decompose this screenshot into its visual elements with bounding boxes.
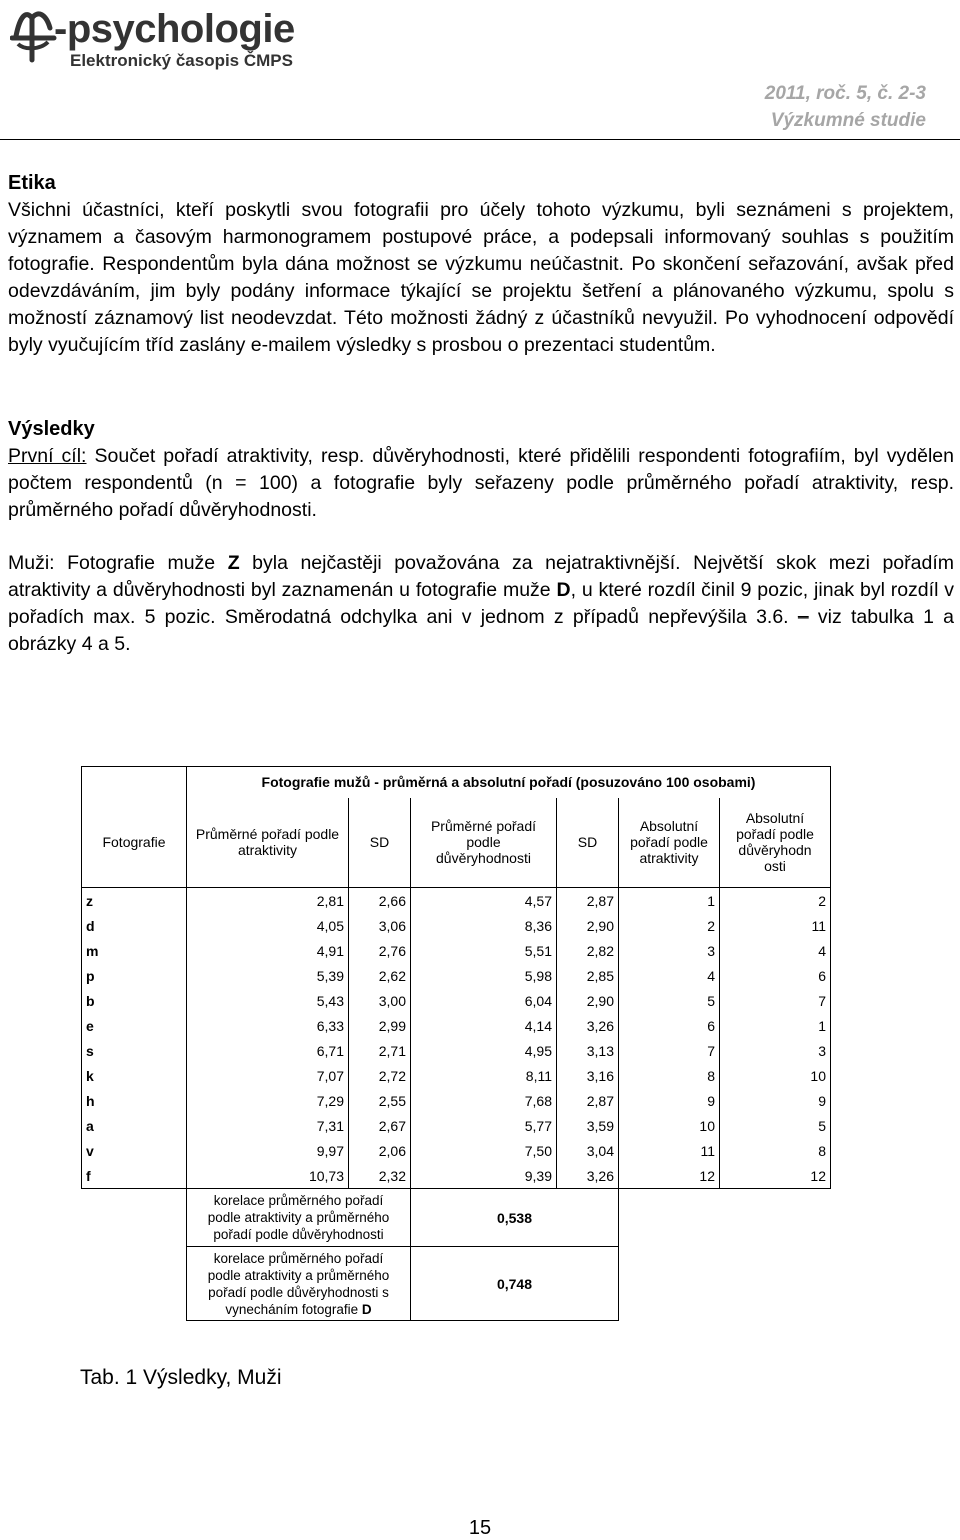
table-row <box>82 938 831 963</box>
results-section <box>8 416 954 524</box>
cell-sd2: 3,04 <box>557 1138 619 1163</box>
cell-trust: 5,51 <box>411 938 557 963</box>
ethics-section <box>8 170 954 359</box>
cell-abs_attr: 11 <box>619 1138 720 1163</box>
issue-number: 2011, roč. 5, č. 2-3 <box>764 83 926 104</box>
cell-photo: z <box>82 888 187 914</box>
cell-trust: 7,50 <box>411 1138 557 1163</box>
cell-sd1: 2,71 <box>349 1038 411 1063</box>
cell-photo: d <box>82 913 187 938</box>
correlation-2-value: 0,748 <box>411 1247 619 1321</box>
cell-trust: 8,36 <box>411 913 557 938</box>
header-avg-trust: Průměrné pořadí podle důvěryhodnosti <box>411 798 557 888</box>
ethics-paragraph: Všichni účastníci, kteří poskytli svou fotografii pro účely tohoto výzkumu, byli seznámeni s projektem, významem a časovým harmonogramem postupové práce, a podepsali informovaný souhlas s použitím fotografie. Respondentům byla dána možnost se výzkumu neúčastnit. Po skončení seřazování, avšak před odevzdáváním, jim byly podány informace týkající se projektu šetření a plánovaného výzkumu, spolu s možností záznamový list neodevzdat. Této možnosti žádný z účastníků nevyužil. Po vyhodnocení odpovědí byly vyučujícím tříd zaslány e-mailem výsledky s prosbou o prezentaci studentům. <box>8 199 954 356</box>
header-sd1: SD <box>349 798 411 888</box>
cell-abs_trust: 7 <box>720 988 831 1013</box>
cell-photo: b <box>82 988 187 1013</box>
cell-sd2: 2,87 <box>557 888 619 914</box>
cell-trust: 8,11 <box>411 1063 557 1088</box>
cell-abs_trust: 8 <box>720 1138 831 1163</box>
men-text-5: , u které rozdíl činil 9 pozic, jinak byl rozdíl v pořadích max. 5 pozic. Směrodatná odchylka ani v jednom z případů nepřevýšila 3.6. <box>8 579 954 628</box>
cell-abs_attr: 2 <box>619 913 720 938</box>
cell-trust: 4,14 <box>411 1013 557 1038</box>
header-sd2: SD <box>557 798 619 888</box>
journal-name: -psychologie <box>54 7 295 51</box>
header-photo: Fotografie <box>82 798 187 888</box>
cell-abs_attr: 8 <box>619 1063 720 1088</box>
men-paragraph <box>8 550 954 658</box>
table-row <box>82 1113 831 1138</box>
cell-sd1: 2,32 <box>349 1163 411 1189</box>
cell-sd1: 3,00 <box>349 988 411 1013</box>
table-row <box>82 1163 831 1189</box>
cell-attr: 7,29 <box>187 1088 349 1113</box>
cell-trust: 4,95 <box>411 1038 557 1063</box>
table-row <box>82 963 831 988</box>
cell-trust: 4,57 <box>411 888 557 914</box>
correlation-2-label: korelace průměrného pořadí podle atraktivity a průměrného pořadí podle důvěryhodnosti s vynecháním fotografie D <box>187 1247 411 1321</box>
cell-sd2: 3,26 <box>557 1013 619 1038</box>
table-row <box>82 988 831 1013</box>
cell-photo: k <box>82 1063 187 1088</box>
cell-sd1: 2,66 <box>349 888 411 914</box>
cell-abs_trust: 10 <box>720 1063 831 1088</box>
cell-abs_attr: 10 <box>619 1113 720 1138</box>
header-avg-attr: Průměrné pořadí podle atraktivity <box>187 798 349 888</box>
table-row <box>82 1138 831 1163</box>
cell-sd1: 2,72 <box>349 1063 411 1088</box>
table-row <box>82 1013 831 1038</box>
results-table <box>81 766 831 1321</box>
cell-abs_attr: 5 <box>619 988 720 1013</box>
cell-attr: 5,43 <box>187 988 349 1013</box>
cell-attr: 5,39 <box>187 963 349 988</box>
cell-abs_trust: 6 <box>720 963 831 988</box>
cell-attr: 6,33 <box>187 1013 349 1038</box>
cell-abs_trust: 11 <box>720 913 831 938</box>
issue-info <box>765 80 926 134</box>
cell-abs_attr: 4 <box>619 963 720 988</box>
correlation-1-value: 0,538 <box>411 1189 619 1247</box>
journal-subtitle: Elektronický časopis ČMPS <box>70 51 293 70</box>
cell-abs_trust: 2 <box>720 888 831 914</box>
cell-sd2: 2,85 <box>557 963 619 988</box>
page-number: 15 <box>468 1517 492 1539</box>
cell-abs_attr: 7 <box>619 1038 720 1063</box>
cell-abs_trust: 9 <box>720 1088 831 1113</box>
cell-photo: v <box>82 1138 187 1163</box>
cell-trust: 5,98 <box>411 963 557 988</box>
cell-photo: p <box>82 963 187 988</box>
cell-sd2: 2,90 <box>557 988 619 1013</box>
cell-abs_attr: 1 <box>619 888 720 914</box>
cell-sd2: 3,26 <box>557 1163 619 1189</box>
psi-icon <box>10 6 58 64</box>
men-text-1: Muži: Fotografie muže <box>8 552 228 574</box>
cell-photo: h <box>82 1088 187 1113</box>
cell-sd1: 2,76 <box>349 938 411 963</box>
journal-logo <box>10 4 330 74</box>
cell-attr: 4,05 <box>187 913 349 938</box>
cell-trust: 7,68 <box>411 1088 557 1113</box>
men-text-3: byla nejčastěji považována za nejatraktivnější. Největší skok mezi pořadím atraktivity a důvěryhodnosti byl zaznamenán u fotografie muže <box>8 552 954 601</box>
cell-photo: s <box>82 1038 187 1063</box>
cell-sd2: 3,13 <box>557 1038 619 1063</box>
men-text-4: D <box>556 579 571 601</box>
cell-trust: 5,77 <box>411 1113 557 1138</box>
cell-sd1: 3,06 <box>349 913 411 938</box>
results-heading: Výsledky <box>8 418 95 440</box>
cell-abs_trust: 5 <box>720 1113 831 1138</box>
correlation-1-label: korelace průměrného pořadí podle atraktivity a průměrného pořadí podle důvěryhodnosti <box>187 1189 411 1247</box>
cell-sd1: 2,06 <box>349 1138 411 1163</box>
cell-photo: a <box>82 1113 187 1138</box>
cell-sd1: 2,62 <box>349 963 411 988</box>
cell-abs_attr: 6 <box>619 1013 720 1038</box>
men-text-2: Z <box>227 552 240 574</box>
table-caption: Tab. 1 Výsledky, Muži <box>80 1366 282 1389</box>
results-paragraph <box>8 443 954 524</box>
cell-attr: 9,97 <box>187 1138 349 1163</box>
cell-abs_attr: 3 <box>619 938 720 963</box>
cell-abs_trust: 3 <box>720 1038 831 1063</box>
ethics-heading: Etika <box>8 172 56 194</box>
cell-trust: 6,04 <box>411 988 557 1013</box>
cell-sd2: 2,82 <box>557 938 619 963</box>
cell-photo: m <box>82 938 187 963</box>
header-abs-attr: Absolutní pořadí podle atraktivity <box>619 798 720 888</box>
cell-trust: 9,39 <box>411 1163 557 1189</box>
section-name: Výzkumné studie <box>770 110 926 131</box>
cell-sd2: 3,59 <box>557 1113 619 1138</box>
cell-abs_attr: 9 <box>619 1088 720 1113</box>
header-divider <box>0 139 960 140</box>
header-abs-trust: Absolutní pořadí podle důvěryhodn osti <box>720 798 831 888</box>
cell-sd1: 2,55 <box>349 1088 411 1113</box>
cell-abs_trust: 1 <box>720 1013 831 1038</box>
cell-attr: 4,91 <box>187 938 349 963</box>
men-dash: – <box>797 606 809 628</box>
cell-sd1: 2,99 <box>349 1013 411 1038</box>
goal-text: Součet pořadí atraktivity, resp. důvěryhodnosti, které přidělili respondenti fotografiím, byl vydělen počtem respondentů (n = 100) a fotografie byly seřazeny podle průměrného pořadí atraktivity, resp. průměrného pořadí důvěryhodnosti. <box>8 445 954 521</box>
cell-sd1: 2,67 <box>349 1113 411 1138</box>
cell-photo: f <box>82 1163 187 1189</box>
cell-sd2: 2,87 <box>557 1088 619 1113</box>
cell-abs_attr: 12 <box>619 1163 720 1189</box>
cell-attr: 7,31 <box>187 1113 349 1138</box>
cell-sd2: 3,16 <box>557 1063 619 1088</box>
table-row <box>82 913 831 938</box>
men-text-7: viz tabulka 1 a obrázky 4 a 5. <box>8 606 954 655</box>
cell-sd2: 2,90 <box>557 913 619 938</box>
cell-abs_trust: 12 <box>720 1163 831 1189</box>
cell-attr: 7,07 <box>187 1063 349 1088</box>
cell-attr: 10,73 <box>187 1163 349 1189</box>
cell-photo: e <box>82 1013 187 1038</box>
table-row <box>82 888 831 914</box>
cell-abs_trust: 4 <box>720 938 831 963</box>
cell-attr: 2,81 <box>187 888 349 914</box>
table-row <box>82 1038 831 1063</box>
goal-label: První cíl: <box>8 445 87 467</box>
table-row <box>82 1088 831 1113</box>
table-title: Fotografie mužů - průměrná a absolutní pořadí (posuzováno 100 osobami) <box>187 767 831 798</box>
page-header <box>0 0 960 140</box>
cell-attr: 6,71 <box>187 1038 349 1063</box>
table-row <box>82 1063 831 1088</box>
